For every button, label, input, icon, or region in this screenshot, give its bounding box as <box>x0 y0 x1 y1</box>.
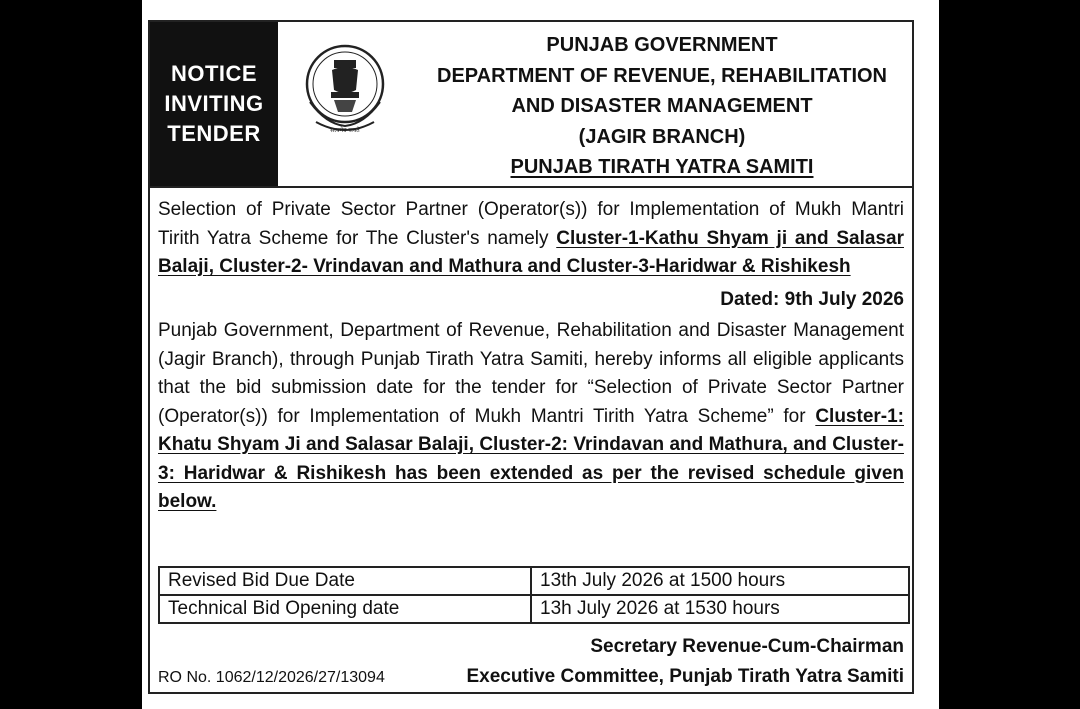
subject-paragraph <box>158 196 904 282</box>
header-line-3: AND DISASTER MANAGEMENT <box>511 95 813 117</box>
schedule-label: Technical Bid Opening date <box>159 595 531 623</box>
schedule-value: 13th July 2026 at 1500 hours <box>531 567 909 595</box>
schedule-label: Revised Bid Due Date <box>159 567 531 595</box>
nit-line-1: NOTICE <box>170 61 258 86</box>
tender-notice <box>148 20 914 694</box>
department-heading <box>412 30 912 183</box>
notice-body <box>158 196 904 517</box>
emblem-motto: सत्यमेव जयते <box>330 127 360 134</box>
main-paragraph-text: Punjab Government, Department of Revenue, Rehabilitation and Disaster Management (Jagir Branch), through Punjab Tirath Yatra Samiti, hereby informs all eligible applicants that the bid submission date for the tender for “Selection of Private Sector Partner (Operator(s)) for Implementation of Mukh Mantri Tirith Yatra Scheme” for <box>158 320 904 427</box>
notice-inviting-tender-label <box>150 22 278 186</box>
notice-date: Dated: 9th July 2026 <box>720 288 904 310</box>
subject-text: Selection of Private Sector Partner (Operator(s)) for Implementation of Mukh Mantri Tirith Yatra Scheme for The Cluster's namely <box>158 199 904 249</box>
header-line-2: DEPARTMENT OF REVENUE, REHABILITATION <box>437 64 887 87</box>
notice-header <box>150 22 912 188</box>
header-line-1: PUNJAB GOVERNMENT <box>546 34 778 56</box>
signatory-line-1: Secretary Revenue-Cum-Chairman <box>590 636 904 657</box>
signatory-line-2: Executive Committee, Punjab Tirath Yatra Samiti <box>466 666 904 687</box>
revised-schedule-table <box>158 566 910 624</box>
main-paragraph <box>158 317 904 517</box>
ro-number: RO No. 1062/12/2026/27/13094 <box>158 669 385 686</box>
header-line-4: (JAGIR BRANCH) <box>578 125 746 148</box>
subject-clusters: Cluster-1-Kathu Shyam ji and Salasar Balaji, Cluster-2- Vrindavan and Mathura and Cluster-3-Haridwar & Rishikesh <box>158 227 904 277</box>
government-emblem-icon <box>296 40 394 140</box>
schedule-value: 13h July 2026 at 1530 hours <box>531 595 909 623</box>
table-row <box>159 595 909 623</box>
nit-line-3: TENDER <box>167 121 261 146</box>
table-row <box>159 567 909 595</box>
main-paragraph-clusters: Cluster-1: Khatu Shyam Ji and Salasar Balaji, Cluster-2: Vrindavan and Mathura, and Cluster-3: Haridwar & Rishikesh has been extended as per the revised schedule given below. <box>158 405 904 512</box>
header-line-5: PUNJAB TIRATH YATRA SAMITI <box>510 156 814 178</box>
nit-line-2: INVITING <box>164 91 264 116</box>
signatory-block <box>466 632 904 692</box>
